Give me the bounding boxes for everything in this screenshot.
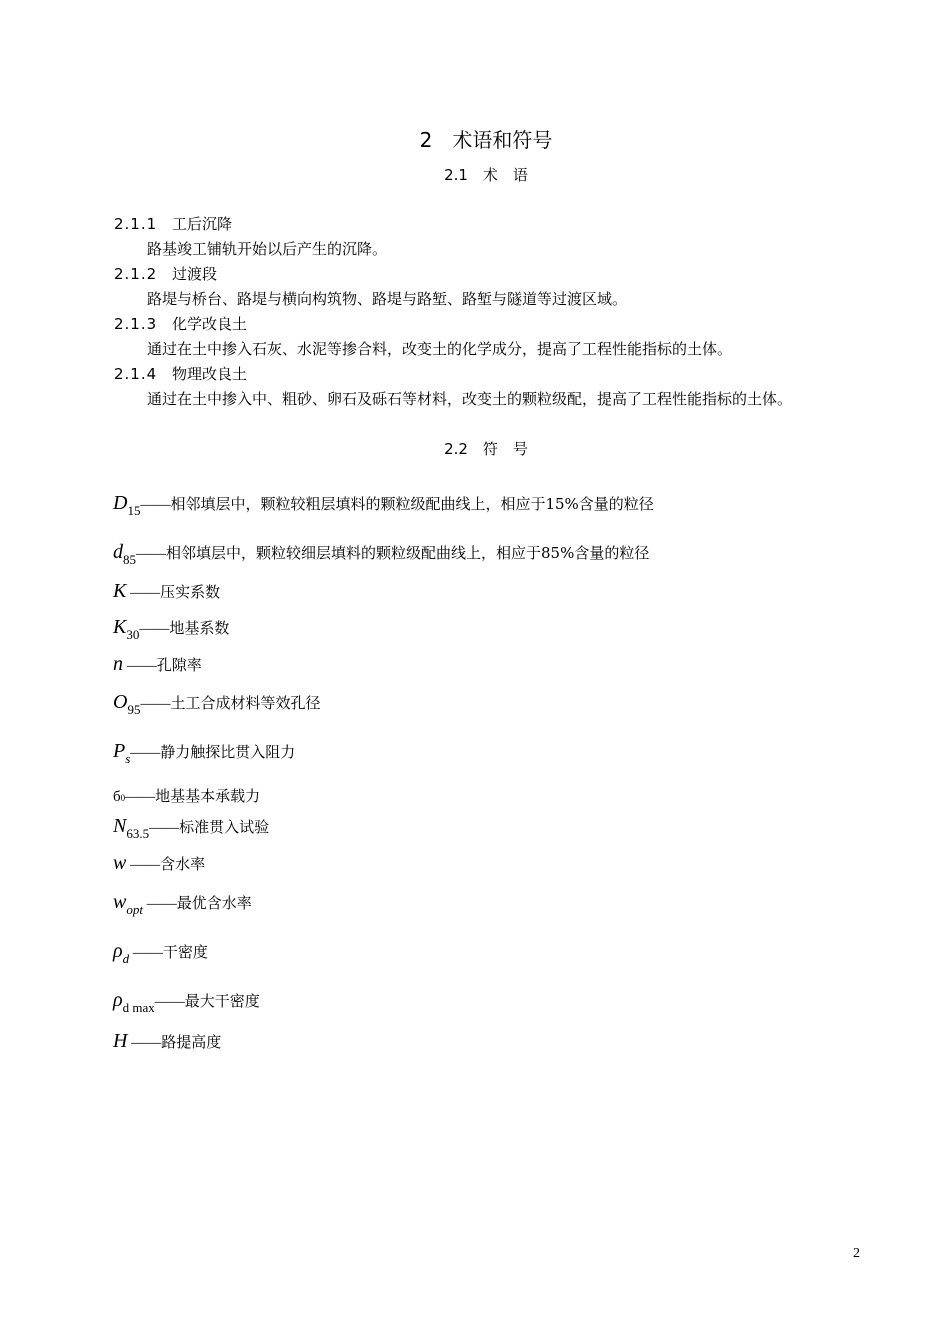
symbol-dash: —— [139,621,170,637]
term-number: 2.1.2 [114,265,158,283]
symbol-subscript: 85 [123,552,136,567]
symbol-entry [113,616,230,642]
symbol-letter: H [113,1030,128,1052]
symbol-dash: —— [126,857,161,873]
symbol-dash: —— [140,696,171,712]
symbol-subscript: 63.5 [126,826,150,841]
symbol-subscript: 15 [127,503,141,518]
chapter-title: 2 术语和符号 [419,128,553,152]
symbol-letter: ρ [113,989,123,1011]
symbol-letter: N [113,815,127,837]
symbol-description: 标准贯入试验 [179,818,270,836]
symbol-dash: —— [125,789,156,805]
symbol-description: 含水率 [160,855,206,873]
symbol-entry [113,815,270,841]
symbol-entry [113,691,321,717]
symbol-dash: —— [154,994,185,1010]
symbol-dash: —— [136,546,166,562]
symbol-letter: d [113,541,123,563]
symbol-entry [113,989,260,1015]
term-heading [114,213,232,234]
term-definition: 通过在土中掺入中、粗砂、卵石及砾石等材料，改变土的颗粒级配，提高了工程性能指标的土体。 [147,390,793,408]
term-heading [114,363,247,384]
term-heading [114,313,247,334]
symbol-description: 干密度 [162,943,208,961]
symbol-entry [113,492,654,518]
term-name: 过渡段 [172,265,218,283]
symbol-letter: K [113,616,127,638]
symbol-subscript: d [122,951,130,966]
section-title-symbols: 2.2 符 号 [444,440,528,458]
symbol-dash: —— [129,945,163,961]
term-definition: 通过在土中掺入石灰、水泥等掺合料，改变土的化学成分，提高了工程性能指标的土体。 [147,340,733,358]
term-heading [114,263,217,284]
symbol-entry [113,940,208,966]
symbol-subscript: 0 [120,793,126,803]
symbol-entry [113,653,202,676]
symbol-letter: б [113,789,121,805]
symbol-entry [113,785,260,806]
symbol-entry [113,580,220,603]
symbol-description: 相邻填层中，颗粒较粗层填料的颗粒级配曲线上，相应于15%含量的粒径 [170,495,654,513]
symbol-entry [113,541,650,567]
symbol-letter: O [113,691,128,713]
symbol-description: 压实系数 [160,583,221,601]
term-number: 2.1.4 [114,365,158,383]
symbol-description: 地基系数 [169,619,230,637]
symbol-letter: K [113,580,127,602]
symbol-dash: —— [123,658,157,674]
symbol-description: 孔隙率 [156,656,202,674]
symbol-description: 最大干密度 [184,992,260,1010]
symbol-letter: D [113,492,128,514]
symbol-dash: —— [140,497,171,513]
term-definition: 路基竣工铺轨开始以后产生的沉降。 [147,240,388,258]
symbol-entry [113,1030,221,1053]
symbol-dash: —— [130,745,161,761]
symbol-entry [113,852,205,875]
symbol-letter: P [113,740,126,762]
term-definition: 路堤与桥台、路堤与横向构筑物、路堤与路堑、路堑与隧道等过渡区域。 [147,290,628,308]
term-name: 工后沉降 [172,215,233,233]
term-number: 2.1.1 [114,215,158,233]
symbol-dash: —— [127,1035,162,1051]
term-name: 化学改良土 [172,315,248,333]
symbol-dash: —— [126,585,161,601]
symbol-entry [113,891,252,917]
page-number: 2 [853,1246,860,1261]
symbol-dash: —— [142,896,177,912]
symbol-subscript: opt [126,902,143,917]
term-name: 物理改良土 [172,365,248,383]
symbol-letter: n [113,653,123,675]
symbol-description: 相邻填层中，颗粒较细层填料的颗粒级配曲线上，相应于85%含量的粒径 [166,544,650,562]
symbol-subscript: 95 [127,702,141,717]
symbol-description: 最优含水率 [176,894,252,912]
symbol-description: 静力触探比贯入阻力 [160,743,296,761]
symbol-entry [113,740,296,766]
symbol-description: 土工合成材料等效孔径 [170,694,321,712]
symbol-subscript: s [125,751,131,766]
symbol-letter: ρ [113,940,123,962]
symbol-description: 地基基本承载力 [155,787,261,805]
symbol-letter: w [113,852,127,874]
symbol-letter: w [113,891,127,913]
term-number: 2.1.3 [114,315,158,333]
symbol-subscript: d max [122,1000,155,1015]
symbol-subscript: 30 [126,627,140,642]
symbol-description: 路提高度 [161,1033,222,1051]
symbol-dash: —— [149,820,180,836]
section-title-terms: 2.1 术 语 [444,166,528,184]
